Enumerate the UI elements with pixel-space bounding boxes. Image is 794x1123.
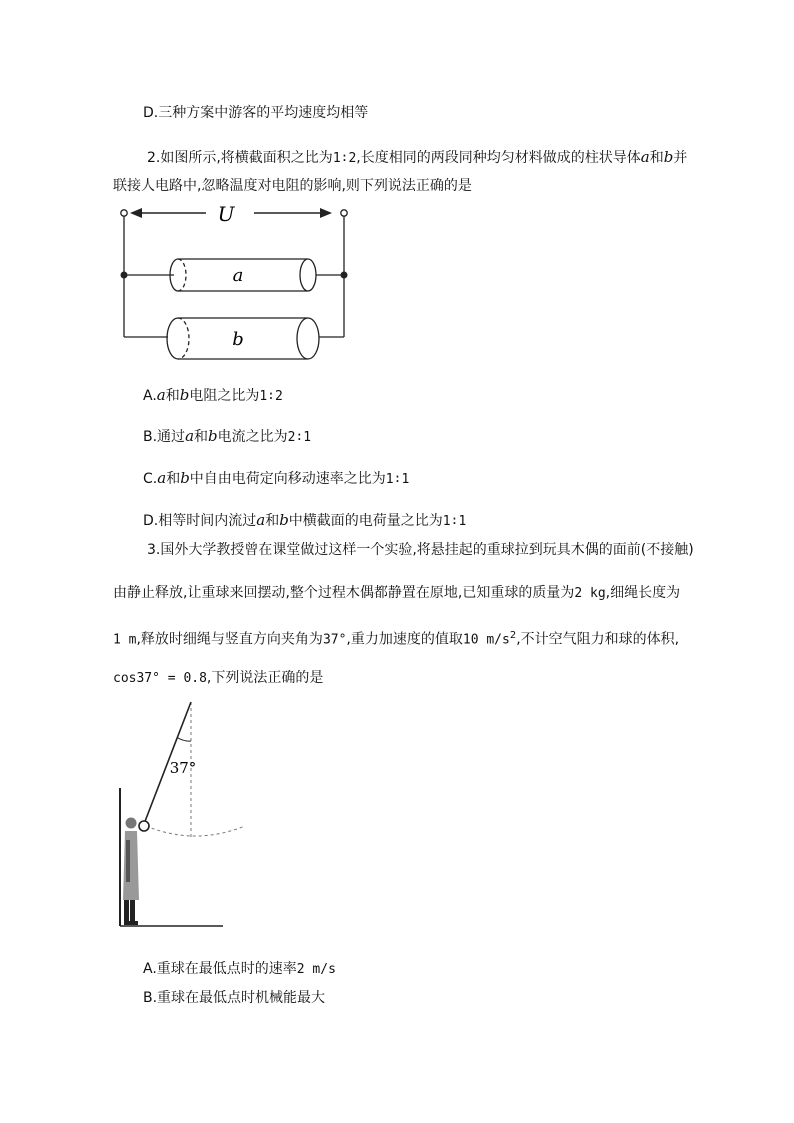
option-a-value: 1∶2 [259,389,283,404]
q2-var-b: b [663,148,674,166]
option-d-var-a: a [256,511,266,529]
circuit-diagram [118,202,358,355]
option-d-value: 1∶1 [442,514,467,529]
q2-stem-line1 [147,148,687,168]
option-c-text: 中自由电荷定向移动速率之比为 [189,471,386,487]
q3-cos-expression: cos37° = 0.8 [113,671,207,686]
option-d-prefix: D.相等时间内流过 [143,513,257,529]
option-d-text: 中横截面的电荷量之比为 [288,513,443,529]
q3-option-a-value: 2 m/s [296,962,336,977]
q2-stem-line2: 联接人电路中,忽略温度对电阻的影响,则下列说法正确的是 [113,178,472,194]
q3-text-3a: ,释放时细绳与竖直方向夹角为 [136,631,323,648]
q2-stem-text2: ,长度相同的两段同种均匀材料做成的柱状导体 [356,150,641,166]
q2-option-d [143,511,466,531]
option-c-var-a: a [157,469,167,487]
junction-right [341,272,348,279]
q3-text-2a: 由静止释放,让重球来回摆动,整个过程木偶都静置在原地,已知重球的质量为 [113,585,575,601]
option-a-prefix: A. [143,388,157,404]
option-c-prefix: C. [143,471,158,487]
option-b-value: 2∶1 [287,430,312,445]
q3-stem-line1: 3.国外大学教授曾在课堂做过这样一个实验,将悬挂起的重球拉到玩具木偶的面前(不接触) [147,542,694,558]
angle-label: 37° [169,759,197,777]
q3-stem-line3 [113,627,679,650]
q2-option-b [143,427,311,447]
option-b-text: 电流之比为 [217,429,288,445]
q3-length: 1 m [113,632,137,648]
pendulum-diagram [115,700,255,936]
label-a: a [232,265,244,286]
option-b-and: 和 [194,429,209,445]
q2-var-a: a [640,148,650,166]
q3-angle: 37° [322,632,347,648]
option-a-text: 电阻之比为 [189,388,260,404]
heavy-ball [139,821,149,831]
junction-left [121,272,128,279]
option-a-var-b: b [179,386,190,404]
option-a-var-a: a [156,386,166,404]
q3-g-exponent: 2 [509,630,517,641]
q2-and: 和 [649,150,664,166]
angle-arc [177,738,191,742]
q3-option-b: B.重球在最低点时机械能最大 [143,990,326,1006]
option-c-var-b: b [180,469,190,487]
option-a-and: 和 [165,388,180,404]
q3-stem-line4 [113,669,323,688]
q2-stem-text1: 2.如图所示,将横截面积之比为 [147,150,333,166]
q2-option-a [143,386,283,406]
q3-text-4: ,下列说法正确的是 [206,670,324,686]
terminal-left [121,210,127,216]
q3-stem-line2 [113,584,680,603]
voltage-label: U [217,202,235,226]
puppet-figure [123,818,139,926]
option-c-value: 1∶1 [385,472,410,487]
option-b-var-a: a [185,427,195,445]
q2-area-ratio: 1∶2 [332,151,357,166]
q3-option-a [143,960,336,979]
option-d-and: 和 [265,513,280,529]
q3-g-value: 10 m/s [462,632,510,648]
option-b-prefix: B.通过 [143,429,186,445]
q3-text-2b: ,细绳长度为 [605,585,681,601]
option-d-var-b: b [279,511,289,529]
arrow-right-icon [320,208,332,218]
q3-option-a-text: A.重球在最低点时的速率 [143,961,297,977]
terminal-right [341,210,347,216]
label-b: b [232,329,244,350]
q3-mass: 2 kg [574,586,606,601]
option-b-var-b: b [208,427,218,445]
q3-text-3c: ,不计空气阻力和球的体积, [516,631,680,648]
q3-text-3b: ,重力加速度的值取 [346,631,463,648]
option-c-and: 和 [166,471,181,487]
q1-option-d: D.三种方案中游客的平均速度均相等 [143,105,369,121]
swing-path [146,826,245,836]
arrow-left-icon [130,208,142,218]
q2-stem-text3: 并 [673,150,688,166]
q2-option-c [143,469,409,489]
